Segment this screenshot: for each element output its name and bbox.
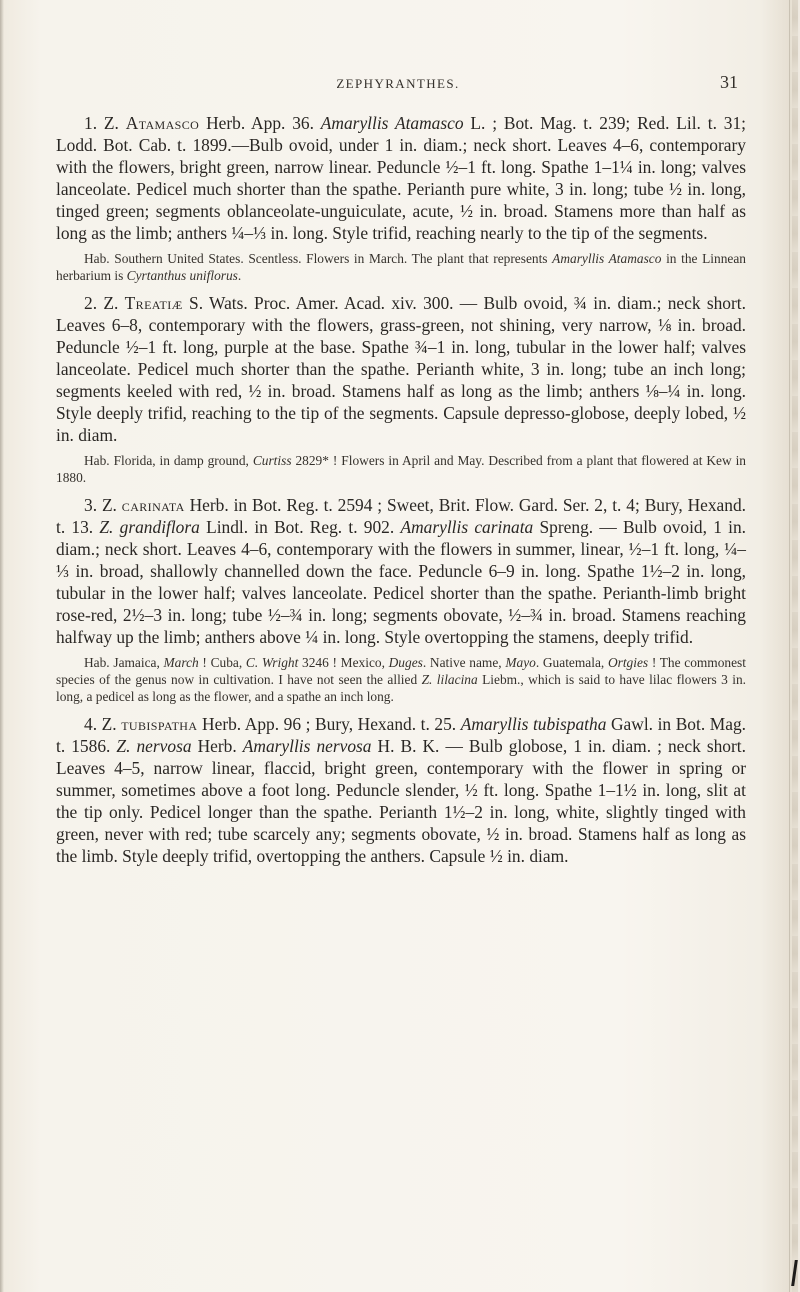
text-run: S. Wats. Proc. Amer. Acad. xiv. 300. — Bulb ovoid, ¾ in. diam.; neck short. Leaves 6–8, contemporary with the flowers, grass-green, not shining, very narrow, ⅛ in. broad. Peduncle ½–1 ft. long, purple at the base. Spathe ¾–1 in. long, tubular in the lower half; valves lanceolate. Pedicel much shorter than the spathe. Perianth white, 3 in. long; tube an inch long; segments keeled with red, ½ in. broad. Stamens half as long as the limb; anthers ⅛–¼ in. long. Style deeply trifid, reaching to the tip of the segments. Capsule depresso-globose, deeply lobed, ½ in. diam. [56, 293, 746, 445]
page-edge-line [789, 0, 790, 1292]
species-description [56, 494, 746, 648]
italic-text-run: Curtiss [252, 453, 292, 468]
italic-text-run: Amaryllis tubispatha [460, 714, 607, 734]
italic-text-run: Z. lilacina [421, 672, 478, 687]
text-run: L. ; Bot. Mag. t. 239; Red. Lil. t. 31; Lodd. Bot. Cab. t. 1899.—Bulb ovoid, under 1 in. diam.; neck short. Leaves 4–6, contemporary with the flowers, bright green, narrow linear. Peduncle ½–1 ft. long. Spathe 1–1¼ in. long; valves lanceolate. Pedicel much shorter than the spathe. Perianth pure white, 3 in. long; tube ½ in. long, tinged green; segments oblanceolate-unguiculate, acute, ½ in. broad. Stamens more than half as long as the limb; anthers ¼–⅓ in. long. Style trifid, reaching nearly to the tip of the segments. [56, 113, 746, 243]
text-run: Lindl. in Bot. Reg. t. 902. [199, 517, 401, 537]
entry-number: 4. [84, 714, 98, 734]
description-text [56, 495, 746, 647]
entry-number: 3. [84, 495, 98, 515]
italic-text-run: Amaryllis nervosa [242, 736, 372, 756]
text-run: Herb. App. 36. [199, 113, 321, 133]
text-run: . [237, 268, 242, 283]
text-run: Spreng. — Bulb ovoid, 1 in. diam.; neck short. Leaves 4–6, contemporary with the flowers in summer, linear, ½–1 ft. long, ¼–⅓ in. broad, shallowly channelled down the face. Peduncle 6–9 in. long. Spathe 1½–2 in. long, tubular in the lower half; valves lanceolate. Pedicel shorter than the spathe. Perianth-limb bright rose-red, 2½–3 in. long; tube ½–¾ in. long; segments obovate, ½–¾ in. broad. Stamens reaching halfway up the limb; anthers above ¼ in. long. Style overtopping the stamens, deeply trifid. [56, 517, 747, 647]
entry-number: 2. [84, 293, 98, 313]
italic-text-run: Duges [388, 655, 423, 670]
text-run: Z. [103, 293, 125, 313]
text-run: 2829* ! Flowers in April and May. Described from a plant that flowered at Kew in 1880. [56, 453, 746, 485]
species-epithet: carinata [121, 495, 185, 515]
italic-text-run: Amaryllis Atamasco [552, 251, 662, 266]
page-gutter-shadow [0, 0, 4, 1292]
italic-text-run: Cyrtanthus uniflorus [126, 268, 238, 283]
text-run: H. B. K. — Bulb globose, 1 in. diam. ; neck short. Leaves 4–5, narrow linear, flaccid, bright green, contemporary with the flower in spring or summer, sometimes above a foot long. Peduncle slender, ½ ft. long. Spathe 1–1½ in. long, slit at the tip only. Pedicel longer than the spathe. Perianth 1½–2 in. long, white, slightly tinged with green, never with red; tube scarcely any; segments obovate, ½ in. broad. Stamens half as long as the limb. Style deeply trifid, overtopping the anthers. Capsule ½ in. diam. [56, 736, 746, 866]
text-run: Hab. Southern United States. Scentless. Flowers in March. The plant that represents [84, 251, 553, 266]
italic-text-run: Amaryllis carinata [400, 517, 534, 537]
habitat-note [56, 654, 746, 705]
italic-text-run: Ortgies [607, 655, 649, 670]
species-description [56, 292, 746, 446]
text-run: Z. [101, 714, 122, 734]
page-content [56, 112, 746, 875]
text-run: . Native name, [422, 655, 506, 670]
text-run: Herb. in Bot. Reg. t. 2594 ; Sweet, Brit. Flow. Gard. Ser. 2, t. 4; Bury, Hexand. t. 13. [56, 495, 746, 537]
description-text [56, 113, 746, 243]
text-run: ! Cuba, [198, 655, 246, 670]
italic-text-run: C. Wright [245, 655, 299, 670]
species-description [56, 112, 746, 244]
text-run: Z. [101, 495, 122, 515]
italic-text-run: Mayo [505, 655, 536, 670]
text-run: Herb. [191, 736, 243, 756]
text-run: in the Linnean herbarium is [56, 251, 746, 283]
species-epithet: Atamasco [125, 113, 200, 133]
page-edge-stack [792, 0, 798, 1292]
description-text [56, 293, 746, 445]
text-run: Liebm., which is said to have lilac flowers 3 in. long, a pedicel as long as the flower, and a spathe an inch long. [56, 672, 746, 704]
description-text [56, 714, 746, 866]
text-run: Z. [103, 113, 126, 133]
running-head [58, 72, 738, 98]
species-entry-3 [56, 494, 746, 705]
species-description [56, 713, 746, 867]
italic-text-run: Amaryllis Atamasco [320, 113, 464, 133]
running-title: ZEPHYRANTHES. [336, 76, 460, 91]
species-entry-4 [56, 713, 746, 867]
text-run: Hab. Florida, in damp ground, [84, 453, 253, 468]
habitat-note [56, 250, 746, 284]
italic-text-run: Z. nervosa [116, 736, 192, 756]
italic-text-run: March [163, 655, 199, 670]
species-entry-1 [56, 112, 746, 284]
italic-text-run: Z. grandiflora [99, 517, 200, 537]
text-run: Gawl. in Bot. Mag. t. 1586. [56, 714, 746, 756]
species-entry-2 [56, 292, 746, 486]
entry-number: 1. [84, 113, 98, 133]
text-run: 3246 ! Mexico, [298, 655, 389, 670]
species-epithet: Treatiæ [124, 293, 183, 313]
species-epithet: tubispatha [121, 714, 198, 734]
text-run: . Guatemala, [535, 655, 608, 670]
page-number: 31 [720, 72, 738, 92]
habitat-note [56, 452, 746, 486]
text-run: ! The commonest species of the genus now in cultivation. I have not seen the allied [56, 655, 746, 687]
text-run: Herb. App. 96 ; Bury, Hexand. t. 25. [197, 714, 461, 734]
text-run: Hab. Jamaica, [84, 655, 164, 670]
